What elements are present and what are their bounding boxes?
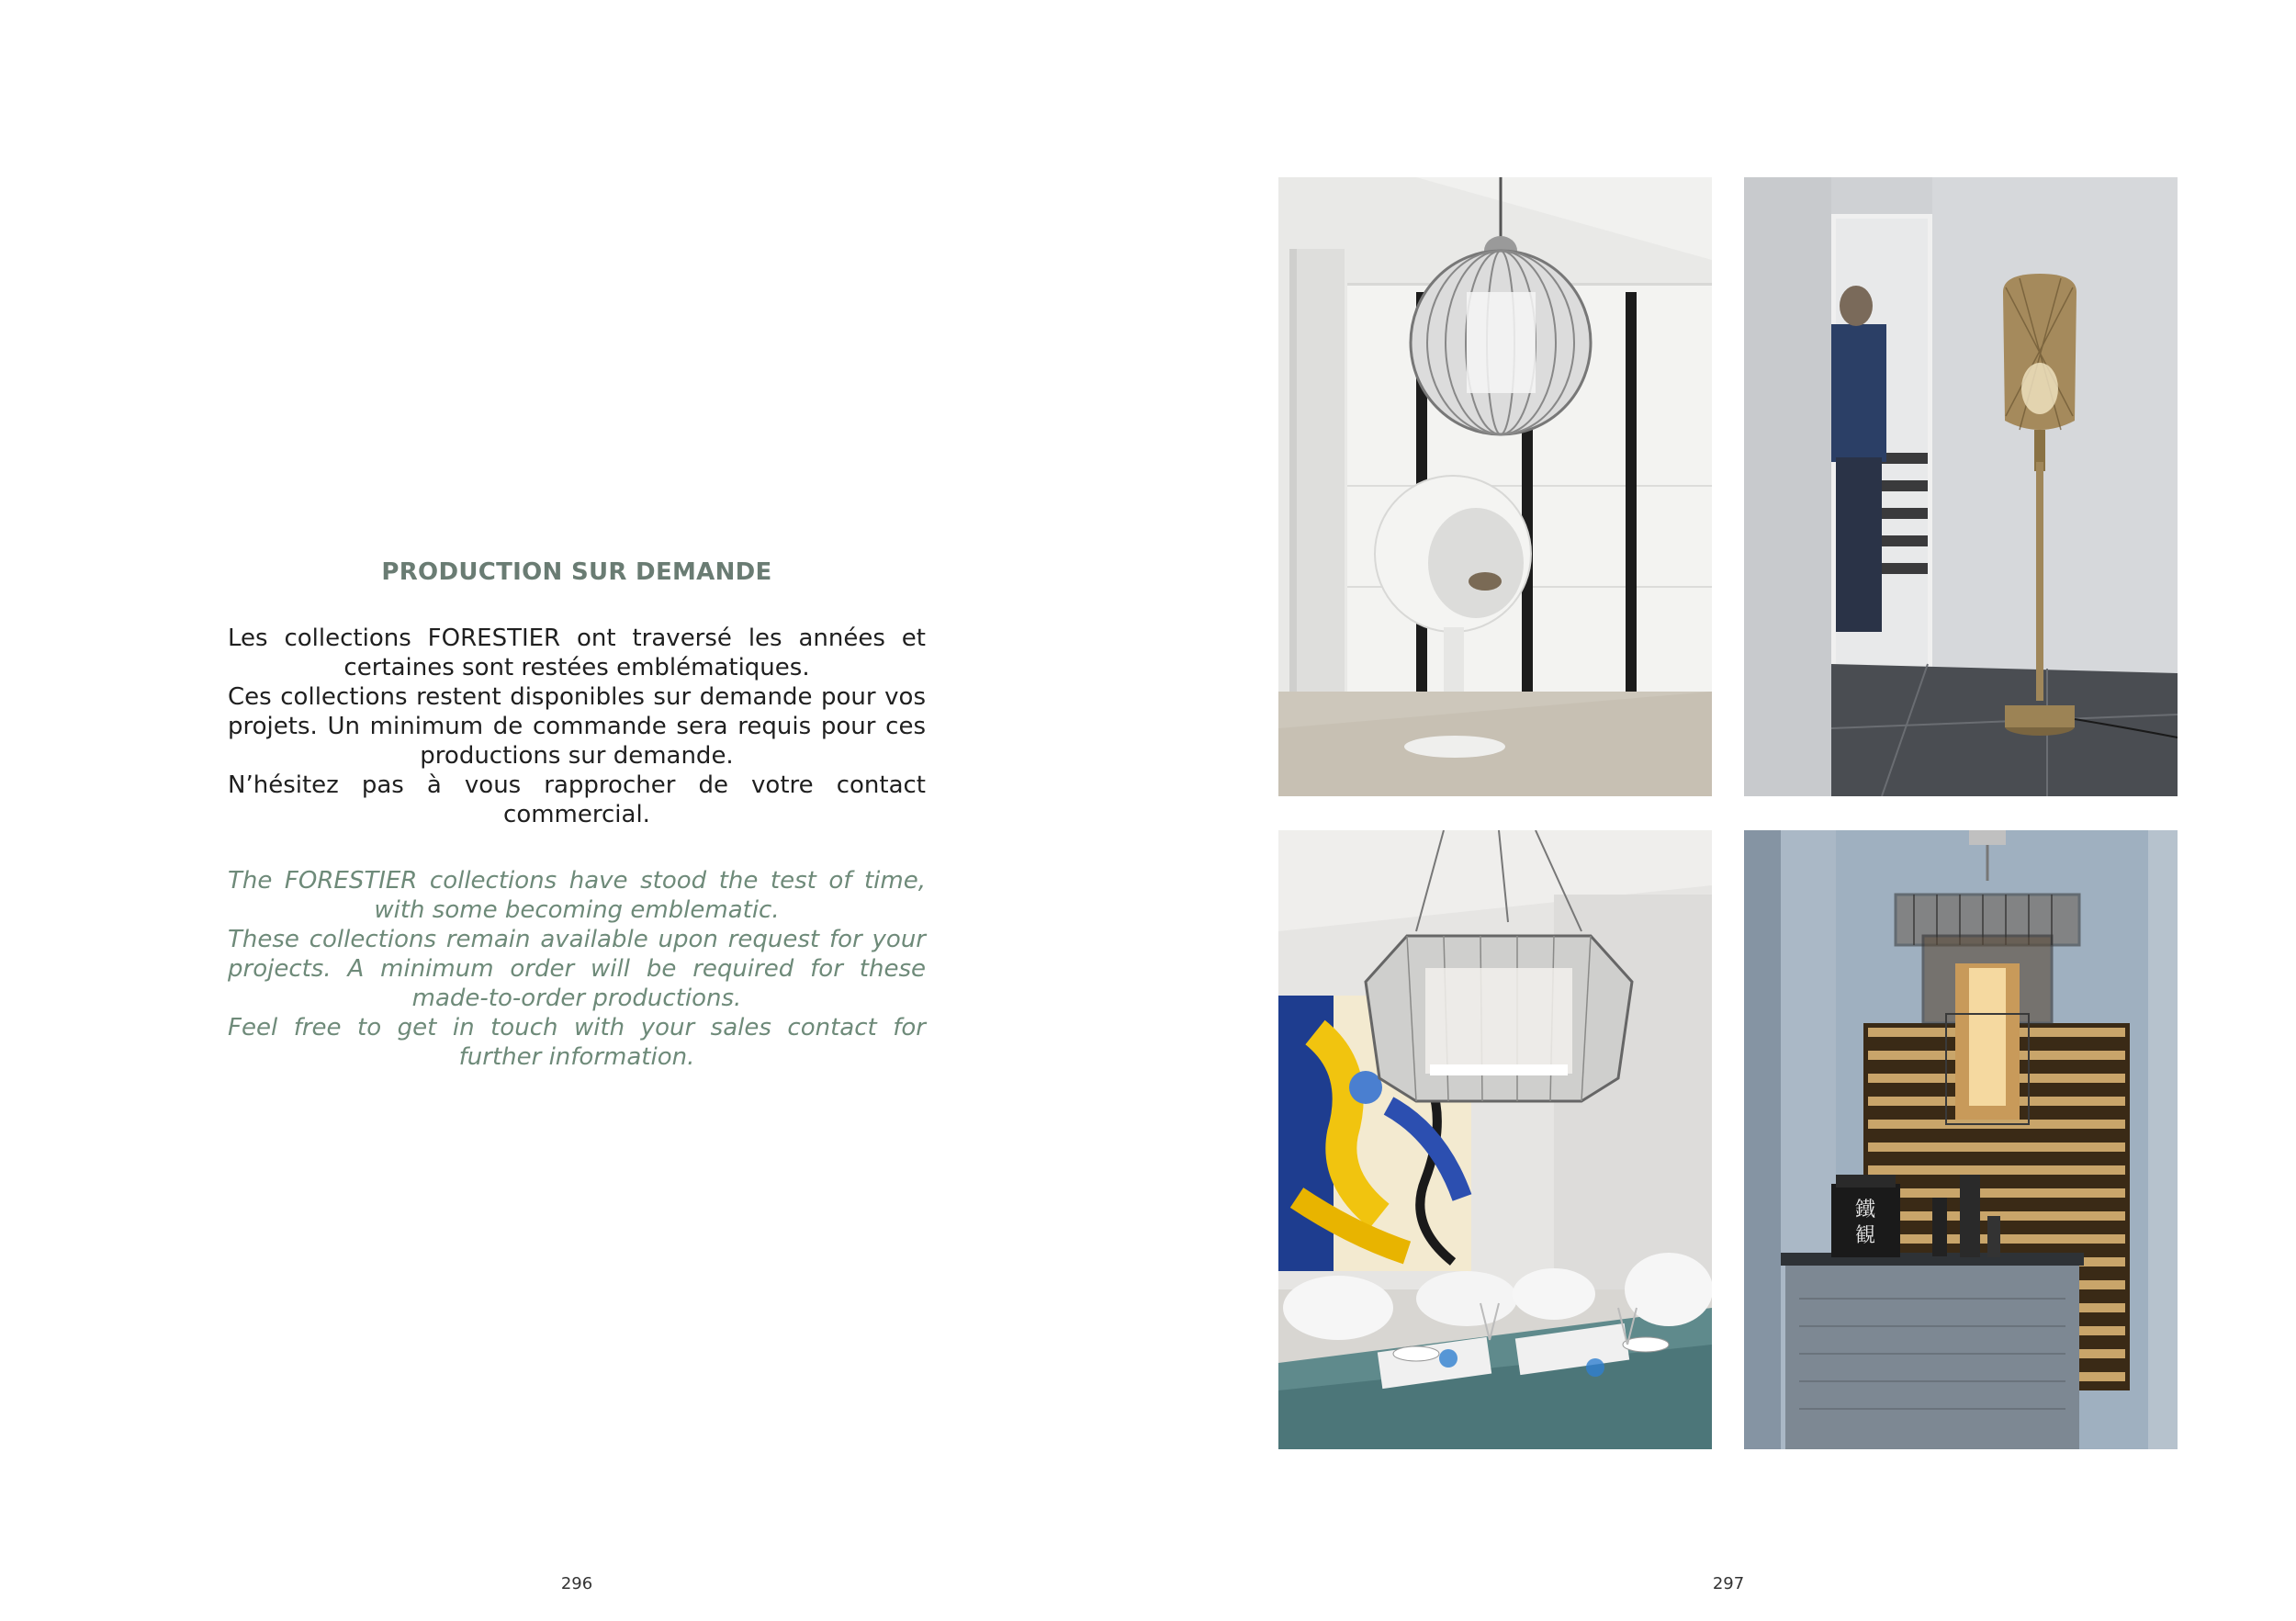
english-paragraph-3: Feel free to get in touch with your sales contact for further information.	[228, 1014, 926, 1071]
photo-pendant-egg-chair	[1278, 177, 1712, 796]
photo-pendant-dining	[1278, 830, 1712, 1449]
english-paragraph-2: These collections remain available upon request for your projects. A minimum order will be required for these made-to-order productions.	[228, 926, 926, 1012]
french-paragraph-2: Ces collections restent disponibles sur demande pour vos projets. Un minimum de commande sera requis pour ces productions sur demande.	[228, 683, 926, 770]
english-paragraph-1: The FORESTIER collections have stood the test of time, with some becoming emblematic.	[228, 867, 926, 924]
french-paragraph-3: N’hésitez pas à vous rapprocher de votre contact commercial.	[228, 771, 926, 828]
photo-floor-lamp-staircase	[1744, 177, 2178, 796]
french-paragraph-1: Les collections FORESTIER ont traversé les années et certaines sont restées emblématiques.	[228, 625, 926, 681]
page-number-right: 297	[1712, 1574, 1745, 1593]
photo-chandelier-console	[1744, 830, 2178, 1449]
page-number-left: 296	[560, 1574, 593, 1593]
section-title: PRODUCTION SUR DEMANDE	[381, 558, 772, 586]
svg-text:観: 観	[1854, 1224, 1876, 1247]
text-block	[228, 556, 926, 1072]
paragraph-spacer	[228, 829, 926, 866]
svg-text:鐵: 鐵	[1854, 1199, 1876, 1221]
